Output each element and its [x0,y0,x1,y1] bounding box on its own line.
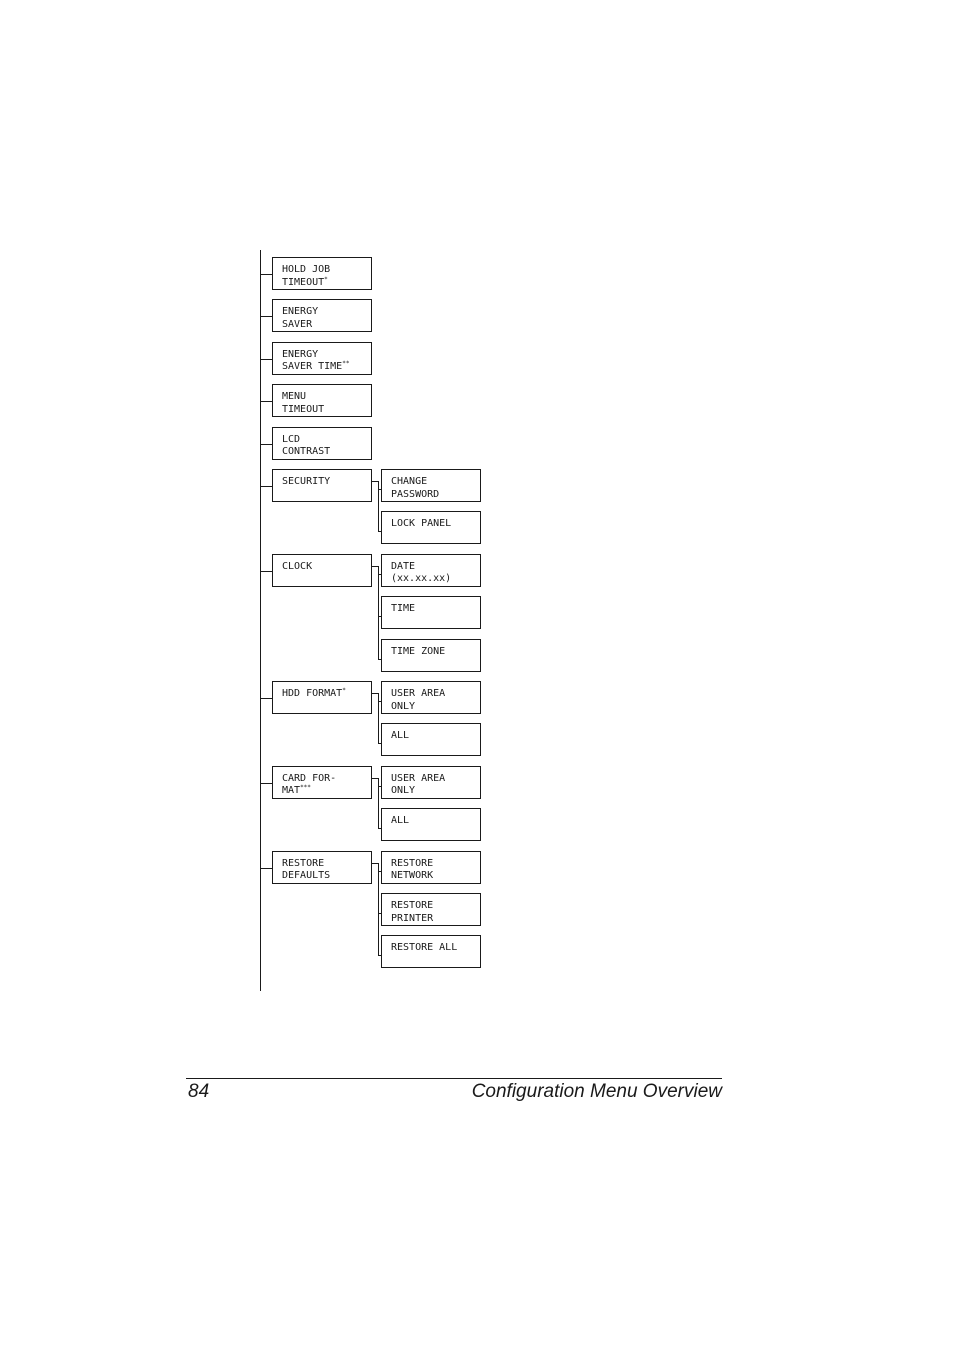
branch-line [378,863,379,956]
connector-line [260,486,272,487]
submenu-item-change-password: CHANGE PASSWORD [381,469,481,502]
connector-line [260,401,272,402]
footer-rule [186,1078,722,1079]
menu-item-label: LCD CONTRAST [282,433,331,458]
connector-line [260,316,272,317]
menu-item-label: ENERGY SAVER [282,306,319,330]
page-title: Configuration Menu Overview [471,1081,722,1102]
submenu-item-time: TIME [381,596,481,629]
footnote-mark: *** [300,784,311,792]
menu-item-hold-job-timeout [272,257,372,290]
menu-item-restore-defaults [272,851,372,884]
connector-line [260,698,272,699]
menu-item-hdd-format [272,681,372,714]
menu-item-security [272,469,372,502]
submenu-item-all: ALL [381,723,481,756]
page-number: 84 [188,1081,210,1102]
submenu-item-lock-panel: LOCK PANEL [381,511,481,544]
tree-trunk [260,250,261,991]
menu-item-label: CARD FOR- MAT [282,772,337,797]
footnote-mark: ** [342,360,350,368]
connector-line [260,571,272,572]
footnote-mark: * [342,687,346,694]
menu-item-energy-saver-time [272,342,372,375]
menu-item-lcd-contrast [272,427,372,460]
connector-line [260,359,272,360]
submenu-item-restore-printer: RESTORE PRINTER [381,893,481,926]
connector-line [260,783,272,784]
menu-item-label: CLOCK [282,560,313,572]
submenu-item-time-zone: TIME ZONE [381,639,481,672]
connector-line [260,444,272,445]
submenu-item-date-xx-xx-xx: DATE (xx.xx.xx) [381,554,481,587]
menu-item-label: ENERGY SAVER TIME [282,348,343,373]
menu-item-label: SECURITY [282,476,331,487]
connector-line [260,868,272,869]
menu-item-menu-timeout [272,384,372,417]
menu-item-clock [272,554,372,587]
menu-item-energy-saver [272,299,372,332]
menu-item-card-for-mat [272,766,372,799]
submenu-item-all: ALL [381,808,481,841]
menu-item-label: HDD FORMAT [282,688,343,699]
submenu-item-restore-all: RESTORE ALL [381,935,481,968]
menu-item-label: RESTORE DEFAULTS [282,857,331,882]
menu-item-label: MENU TIMEOUT [282,391,325,415]
submenu-item-user-area-only: USER AREA ONLY [381,766,481,799]
menu-item-label: HOLD JOB TIMEOUT [282,264,331,288]
branch-line [378,566,379,659]
submenu-item-restore-network: RESTORE NETWORK [381,851,481,884]
submenu-item-user-area-only: USER AREA ONLY [381,681,481,714]
connector-line [260,274,272,275]
footnote-mark: * [324,275,328,283]
